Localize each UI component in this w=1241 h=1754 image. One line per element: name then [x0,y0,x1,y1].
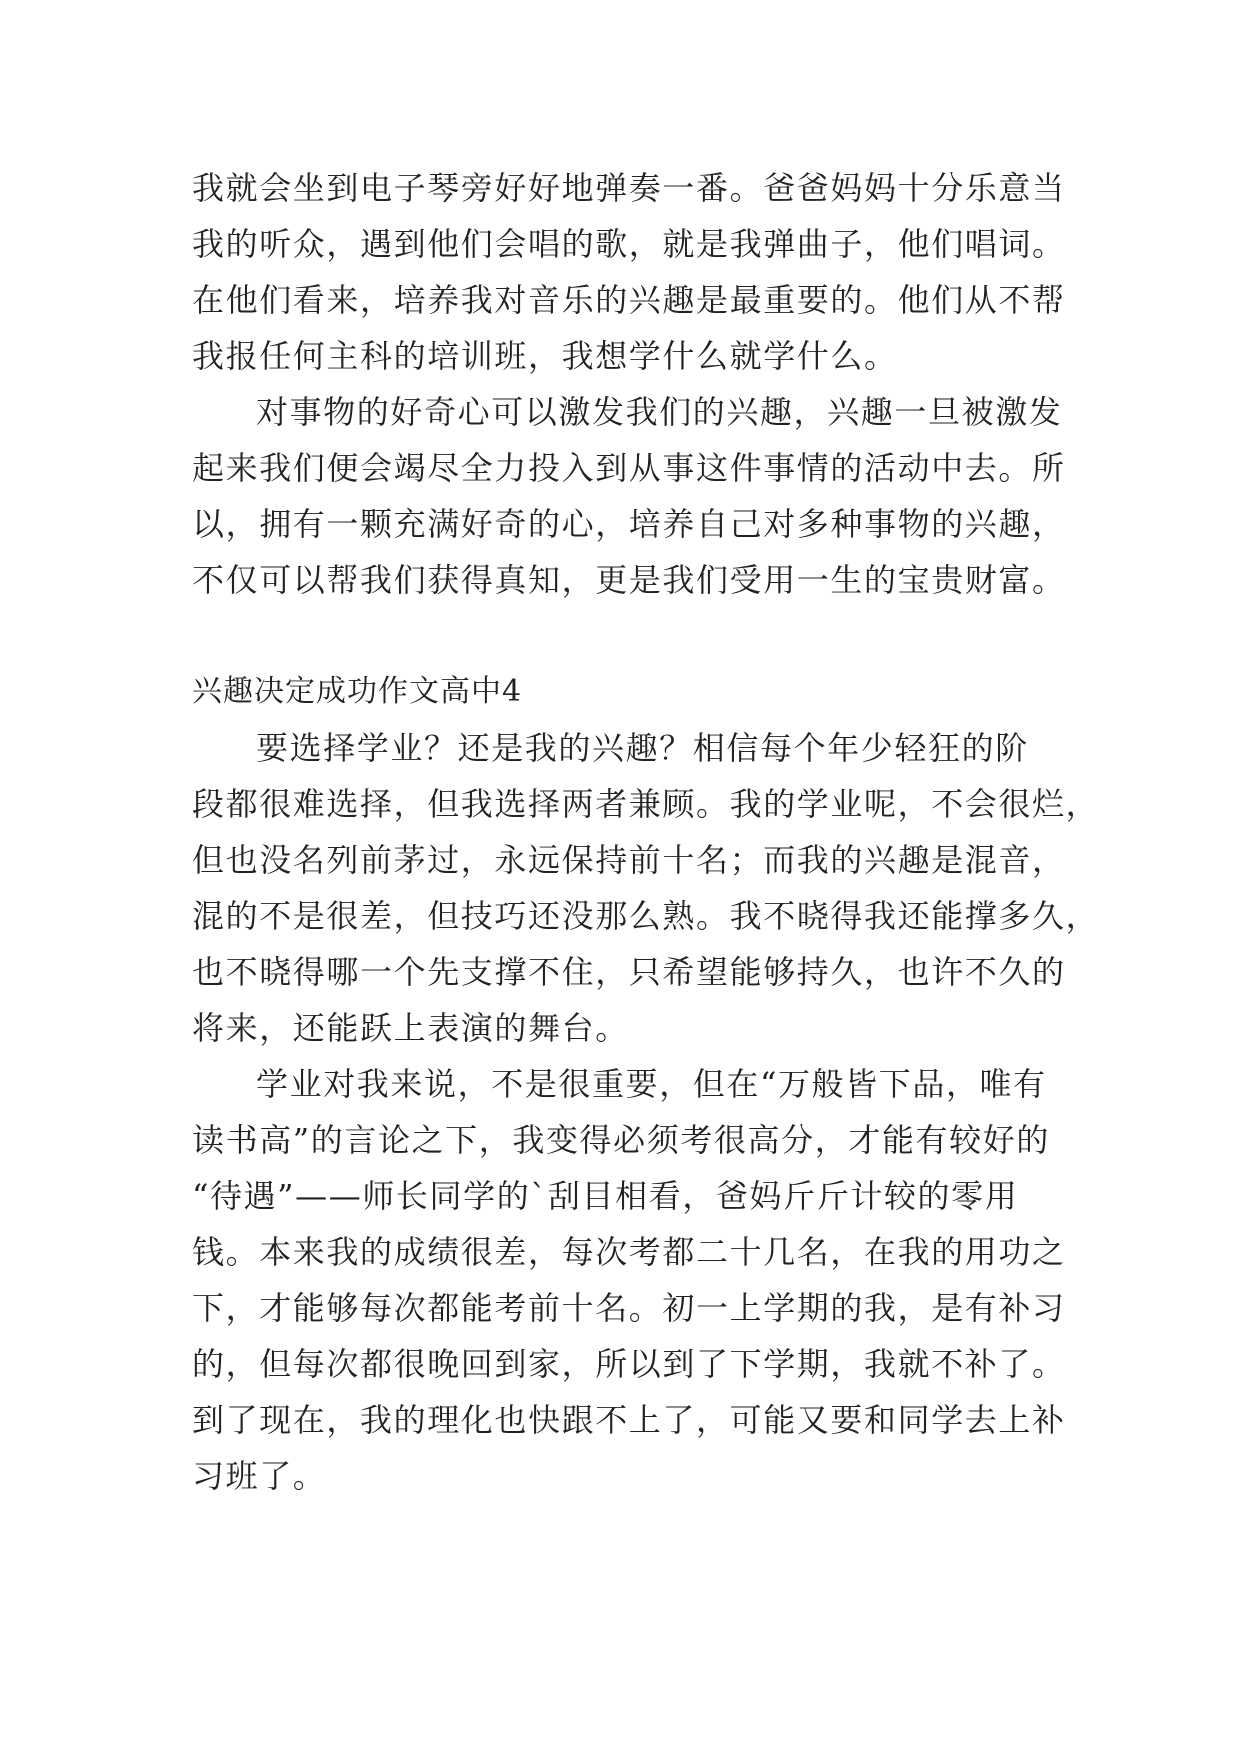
paragraph-line: 的，但每次都很晚回到家，所以到了下学期，我就不补了。 [192,1345,1066,1383]
document-body [192,160,1100,1504]
paragraph-line: 不仅可以帮我们获得真知，更是我们受用一生的宝贵财富。 [192,561,1066,599]
paragraph-line: 要选择学业？还是我的兴趣？相信每个年少轻狂的阶 [256,729,1029,767]
paragraph-line: 也不晓得哪一个先支撑不住，只希望能够持久，也许不久的 [192,953,1066,991]
paragraph-line: 混的不是很差，但技巧还没那么熟。我不晓得我还能撑多久， [192,897,1100,935]
paragraph-line: 将来，还能跃上表演的舞台。 [192,1009,629,1047]
paragraph-3 [192,720,1100,1056]
paragraph-line: 我就会坐到电子琴旁好好地弹奏一番。爸爸妈妈十分乐意当 [192,169,1066,207]
paragraph-line: “待遇”——师长同学的`刮目相看，爸妈斤斤计较的零用 [192,1177,1019,1215]
paragraph-line: 对事物的好奇心可以激发我们的兴趣，兴趣一旦被激发 [256,393,1063,431]
paragraph-line: 起来我们便会竭尽全力投入到从事这件事情的活动中去。所 [192,449,1066,487]
paragraph-line: 钱。本来我的成绩很差，每次考都二十几名，在我的用功之 [192,1233,1066,1271]
paragraph-line: 但也没名列前茅过，永远保持前十名；而我的兴趣是混音， [192,841,1066,879]
paragraph-line: 我报任何主科的培训班，我想学什么就学什么。 [192,337,898,375]
paragraph-line: 习班了。 [192,1457,327,1495]
paragraph-1 [192,160,1066,384]
section-title: 兴趣决定成功作文高中4 [192,674,523,709]
paragraph-line: 段都很难选择，但我选择两者兼顾。我的学业呢，不会很烂， [192,785,1100,823]
paragraph-line: 以，拥有一颗充满好奇的心，培养自己对多种事物的兴趣， [192,505,1066,543]
paragraph-line: 读书高”的言论之下，我变得必须考很高分，才能有较好的 [192,1121,1050,1159]
paragraph-line: 在他们看来，培养我对音乐的兴趣是最重要的。他们从不帮 [192,281,1066,319]
paragraph-line: 我的听众，遇到他们会唱的歌，就是我弹曲子，他们唱词。 [192,225,1066,263]
paragraph-2 [192,384,1066,608]
paragraph-line: 下，才能够每次都能考前十名。初一上学期的我，是有补习 [192,1289,1066,1327]
paragraph-4 [192,1056,1066,1504]
paragraph-line: 学业对我来说，不是很重要，但在“万般皆下品，唯有 [256,1065,1047,1103]
paragraph-line: 到了现在，我的理化也快跟不上了，可能又要和同学去上补 [192,1401,1066,1439]
